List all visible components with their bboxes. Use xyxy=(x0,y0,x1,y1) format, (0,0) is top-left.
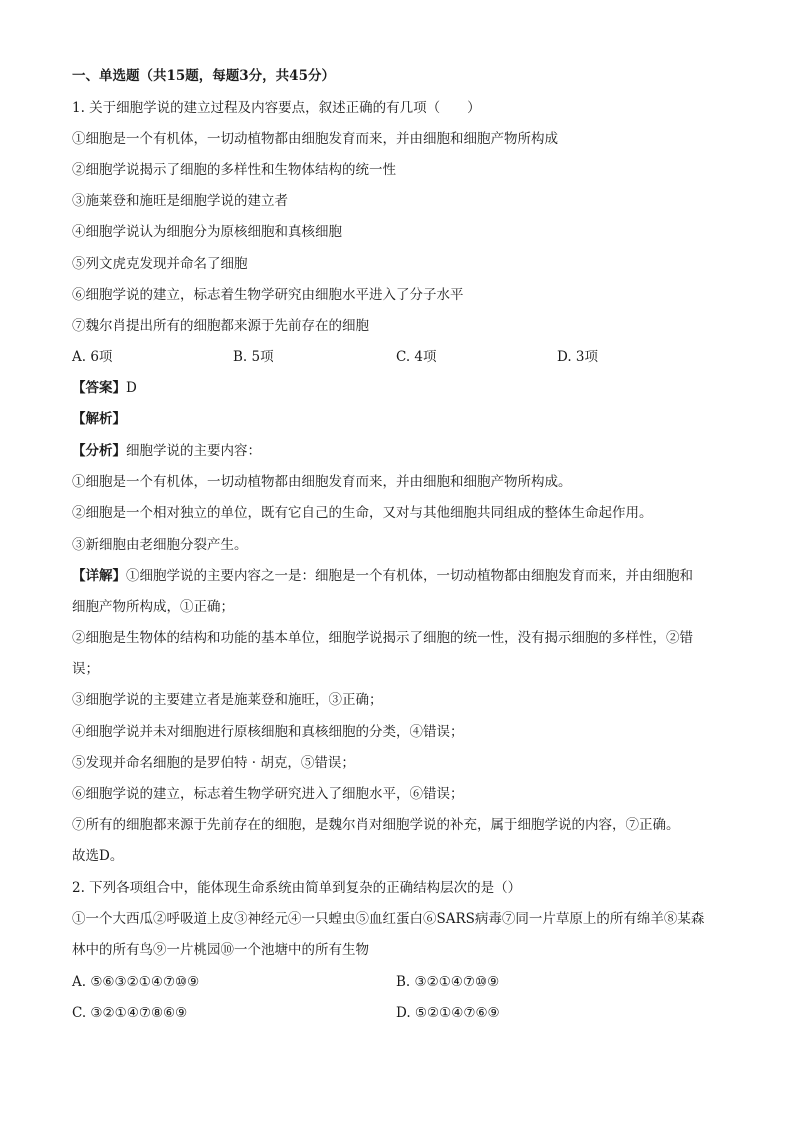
q1-option-c: C. 4项 xyxy=(396,349,437,365)
q1-option-a: A. 6项 xyxy=(72,349,113,365)
detail-tag: 【详解】 xyxy=(72,568,126,584)
detail-text: ③细胞学说的主要建立者是施莱登和施旺，③正确； xyxy=(72,692,383,708)
detail-text: ⑦所有的细胞都来源于先前存在的细胞，是魏尔肖对细胞学说的补充，属于细胞学说的内容，⑦正确。 xyxy=(72,817,680,833)
q1-statement: ②细胞学说揭示了细胞的多样性和生物体结构的统一性 xyxy=(72,162,396,178)
q2-option-d: D. ⑤②①④⑦⑥⑨ xyxy=(396,1005,500,1021)
q1-statement: ⑦魏尔肖提出所有的细胞都来源于先前存在的细胞 xyxy=(72,318,369,334)
fenxi-intro: 细胞学说的主要内容： xyxy=(126,443,261,459)
q1-analysis-line xyxy=(72,409,722,429)
q1-option-b: B. 5项 xyxy=(233,349,274,365)
q2-option-b: B. ③②①④⑦⑩⑨ xyxy=(396,974,500,990)
detail-text: 故选D。 xyxy=(72,848,124,864)
fenxi-point: ③新细胞由老细胞分裂产生。 xyxy=(72,537,248,553)
section-title: 一、单选题（共15题，每题3分，共45分） xyxy=(72,68,335,84)
detail-text: ①细胞学说的主要内容之一是：细胞是一个有机体，一切动植物都由细胞发育而来，并由细胞和 xyxy=(126,568,693,584)
analysis-tag: 【解析】 xyxy=(72,411,126,427)
q1-statement: ①细胞是一个有机体，一切动植物都由细胞发育而来，并由细胞和细胞产物所构成 xyxy=(72,131,558,147)
q1-option-d: D. 3项 xyxy=(557,349,599,365)
q1-statement: ③施莱登和施旺是细胞学说的建立者 xyxy=(72,193,288,209)
detail-text: 细胞产物所构成，①正确； xyxy=(72,599,234,615)
q2-items: ①一个大西瓜②呼吸道上皮③神经元④一只蝗虫⑤血红蛋白⑥SARS病毒⑦同一片草原上的所有绵羊⑧某森 xyxy=(72,911,705,927)
q1-statement: ④细胞学说认为细胞分为原核细胞和真核细胞 xyxy=(72,224,342,240)
q1-detail-line xyxy=(72,566,722,586)
q2-option-c: C. ③②①④⑦⑧⑥⑨ xyxy=(72,1005,188,1021)
q1-statement: ⑥细胞学说的建立，标志着生物学研究由细胞水平进入了分子水平 xyxy=(72,287,464,303)
fenxi-point: ②细胞是一个相对独立的单位，既有它自己的生命，又对与其他细胞共同组成的整体生命起作用。 xyxy=(72,505,653,521)
q2-items: 林中的所有鸟⑨一片桃园⑩一个池塘中的所有生物 xyxy=(72,942,369,958)
question-1-stem: 1. 关于细胞学说的建立过程及内容要点，叙述正确的有几项（ ） xyxy=(72,100,481,116)
answer-tag: 【答案】 xyxy=(72,380,126,396)
q1-statement: ⑤列文虎克发现并命名了细胞 xyxy=(72,256,248,272)
detail-text: ④细胞学说并未对细胞进行原核细胞和真核细胞的分类，④错误； xyxy=(72,724,464,740)
detail-text: ⑥细胞学说的建立，标志着生物学研究进入了细胞水平，⑥错误； xyxy=(72,786,464,802)
fenxi-tag: 【分析】 xyxy=(72,443,126,459)
question-2-stem: 2. 下列各项组合中，能体现生命系统由简单到复杂的正确结构层次的是（） xyxy=(72,880,522,896)
detail-text: ⑤发现并命名细胞的是罗伯特 · 胡克，⑤错误； xyxy=(72,755,355,771)
detail-text: ②细胞是生物体的结构和功能的基本单位，细胞学说揭示了细胞的统一性，没有揭示细胞的多样性，②错 xyxy=(72,630,693,646)
q1-fenxi-line xyxy=(72,441,722,461)
q1-answer-line xyxy=(72,378,722,398)
answer-value: D xyxy=(126,380,137,396)
fenxi-point: ①细胞是一个有机体，一切动植物都由细胞发育而来，并由细胞和细胞产物所构成。 xyxy=(72,474,572,490)
q2-option-a: A. ⑤⑥③②①④⑦⑩⑨ xyxy=(72,974,200,990)
detail-text: 误； xyxy=(72,661,99,677)
